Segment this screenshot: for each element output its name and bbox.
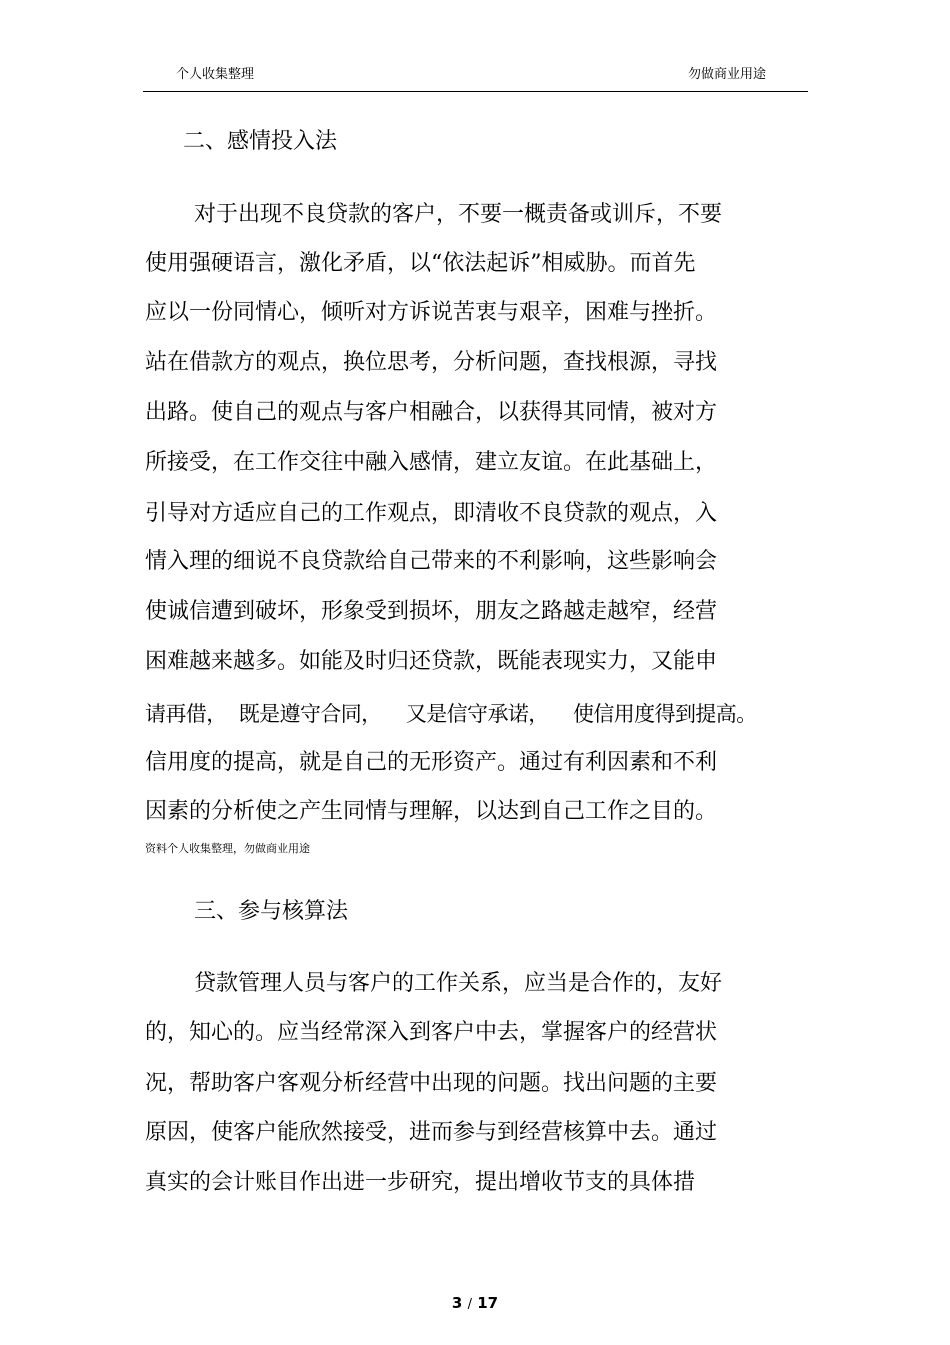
paragraph-line: 使用强硬语言，激化矛盾，以“依法起诉”相威胁。而首先 — [145, 251, 696, 276]
paragraph-line: 因素的分析使之产生同情与理解，以达到自己工作之目的。 — [145, 799, 718, 824]
paragraph-line: 贷款管理人员与客户的工作关系，应当是合作的，友好 — [194, 971, 723, 996]
paragraph-line: 困难越来越多。如能及时归还贷款，既能表现实力，又能申 — [145, 649, 718, 674]
paragraph-line: 的，知心的。应当经常深入到客户中去，掌握客户的经营状 — [145, 1020, 718, 1045]
page-number — [0, 1293, 950, 1315]
paragraph-line: 请再借， 既是遵守合同， 又是信守承诺， 使信用度得到提高。 — [145, 702, 757, 726]
paragraph-line: 出路。使自己的观点与客户相融合，以获得其同情，被对方 — [145, 400, 718, 425]
paragraph-line: 所接受，在工作交往中融入感情，建立友谊。在此基础上， — [145, 450, 718, 475]
page-current: 3 — [451, 1294, 463, 1312]
header-rule — [143, 91, 808, 92]
paragraph-line: 站在借款方的观点，换位思考，分析问题，查找根源，寻找 — [145, 350, 718, 375]
section-3-heading: 三、参与核算法 — [194, 899, 349, 924]
paragraph-line: 情入理的细说不良贷款给自己带来的不利影响，这些影响会 — [145, 549, 718, 574]
paragraph-line: 使诚信遭到破坏，形象受到损坏，朋友之路越走越窄，经营 — [145, 599, 718, 624]
header-left-text: 个人收集整理 — [176, 67, 255, 82]
paragraph-line: 真实的会计账目作出进一步研究，提出增收节支的具体措 — [145, 1170, 696, 1195]
paragraph-line: 信用度的提高，就是自己的无形资产。通过有利因素和不利 — [145, 750, 718, 775]
paragraph-line: 况，帮助客户客观分析经营中出现的问题。找出问题的主要 — [145, 1071, 718, 1096]
paragraph-line: 原因，使客户能欣然接受，进而参与到经营核算中去。通过 — [145, 1120, 718, 1145]
header-right-text: 勿做商业用途 — [688, 67, 767, 82]
page-total: 17 — [477, 1294, 499, 1312]
watermark-note: 资料个人收集整理，勿做商业用途 — [145, 842, 310, 855]
paragraph-line: 引导对方适应自己的工作观点，即清收不良贷款的观点，入 — [145, 501, 718, 526]
page-separator: / — [467, 1297, 472, 1312]
paragraph-line: 对于出现不良贷款的客户，不要一概责备或训斥，不要 — [194, 202, 723, 227]
paragraph-line: 应以一份同情心，倾听对方诉说苦衷与艰辛，困难与挫折。 — [145, 300, 718, 325]
section-2-heading: 二、感情投入法 — [183, 129, 338, 154]
